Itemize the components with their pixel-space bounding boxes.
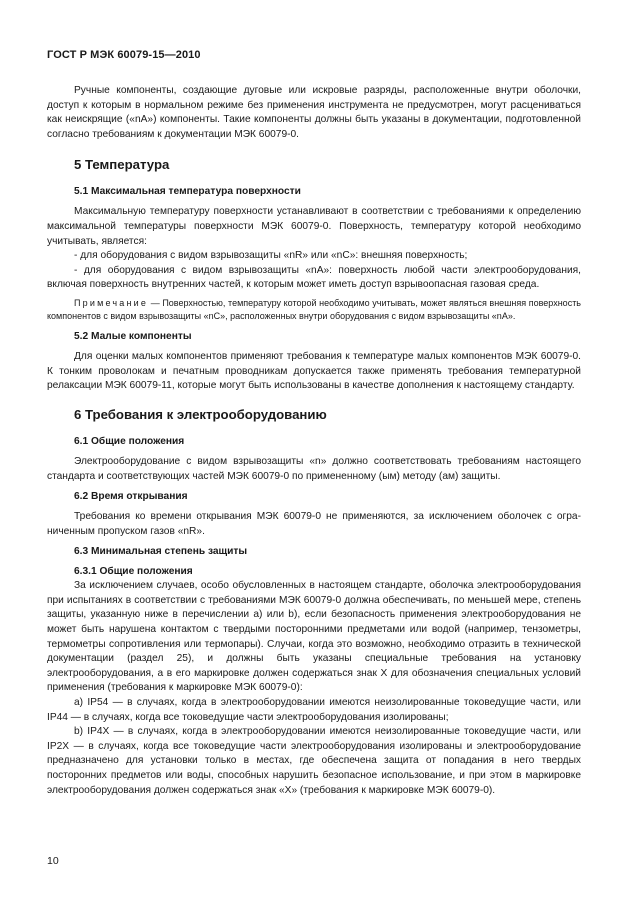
section-5-1-item-2: - для оборудования с видом взрывозащиты «nA»: поверхность любой части электрооборудования, включая поверхность внутренних частей, к которым может иметь доступ взрывоопасная газовая среда. — [47, 264, 581, 291]
section-6-1-heading: 6.1 Общие положения — [74, 435, 185, 447]
section-6-3-1-paragraph: За исключением случаев, особо обусловленных в настоящем стандарте, оболочка электрооборудования при испытаниях в соответствии с требованиями МЭК 60079-0 должна обеспечивать, по меньшей мере, степень защиты, указанную ниже в перечислении а) или b), если безопасность применения электрооборудования не может быть нарушена контактом с твердыми посторонними предметами или водой (например, тензометры, термометры сопротивления или термопары). Случаи, когда это возможно, необходимо отразить в технической документации (раздел 25), и должны быть указаны специальные требования на установку электрооборудования, а в его маркировке должен содержаться знак X для обозначения специальных условий применения (требования к маркировке МЭК 60079-0): — [47, 580, 581, 694]
section-6-3-1-item-b: b) IP4X — в случаях, когда в электрооборудовании имеются неизолированные токоведущие части, или IP2X — в случаях, когда все токоведущие части электрооборудования изолированы и электрооборудование предназначено для установки только в местах, где обеспечена защита от попадания в него твердых посторонних предметов или воды, способных нарушить безопасное использование, и при этом в маркировке электрооборудования должен содержаться знак «X» (требования к маркировке МЭК 60079-0). — [47, 726, 581, 796]
section-6-2-paragraph: Требования ко времени открывания МЭК 60079-0 не применяются, за исключением оболочек с ограниченным пропуском газов «nR». — [47, 511, 581, 537]
section-6-2-heading: 6.2 Время открывания — [74, 491, 188, 503]
section-5-1-paragraph: Максимальную температуру поверхности устанавливают в соответствии с требованиями к определению максимальной температуры поверхности МЭК 60079-0. Поверхность, температуру которой необходимо учитывать, является: — [47, 206, 581, 247]
section-6-1-paragraph: Электрооборудование с видом взрывозащиты «n» должно соответствовать требованиям настоящего стандарта и соответствующих частей МЭК 60079-0 по примененному (ым) методу (ам) защиты. — [47, 455, 581, 482]
section-6-3-heading: 6.3 Минимальная степень защиты — [74, 546, 248, 558]
section-5-2-heading: 5.2 Малые компоненты — [74, 331, 192, 343]
section-5-heading: 5 Температура — [74, 157, 170, 173]
section-6-heading: 6 Требования к электрооборудованию — [74, 406, 327, 422]
page-header: ГОСТ Р МЭК 60079-15—2010 — [47, 49, 201, 61]
section-5-2-paragraph: Для оценки малых компонентов применяют требования к температуре малых компонентов МЭК 60079-0. К тонким проволокам и печатным проводникам допускается также применять требования температурной релаксации МЭК 60079-11, которые могут быть использованы в качестве дополнения к настоящему стандарту. — [47, 351, 581, 392]
note-text: — Поверхностью, температуру которой необходимо учитывать, может являться внешняя поверхность компонентов с видом взрывозащиты «nC», расположенных внутри оборудования с видом взрывозащиты «nA». — [47, 297, 581, 321]
note-label: Примечание — [74, 297, 149, 308]
section-6-3-1-item-a: a) IP54 — в случаях, когда в электрооборудовании имеются неизолированные токоведущие части, или IP44 — в случаях, когда все токоведущие части электрооборудования изолированы; — [47, 697, 581, 723]
section-5-1-heading: 5.1 Максимальная температура поверхности — [74, 186, 301, 198]
intro-paragraph: Ручные компоненты, создающие дуговые или искровые разряды, расположенные внутри оболочки, доступ к которым в нормальном режиме без применения инструмента не предусмотрен, могут расцениваться как неискрящие («nA») компоненты. Такие компоненты должны быть указаны в документации, подготовленной согласно требованиям к документации МЭК 60079-0. — [47, 85, 581, 140]
section-5-1-note — [47, 297, 581, 322]
section-6-3-1-heading: 6.3.1 Общие положения — [74, 566, 193, 578]
page-content — [47, 84, 581, 798]
section-5-1-item-1: - для оборудования с видом взрывозащиты «nR» или «nC»: внешняя поверхность; — [74, 250, 468, 262]
page-number: 10 — [47, 855, 59, 867]
